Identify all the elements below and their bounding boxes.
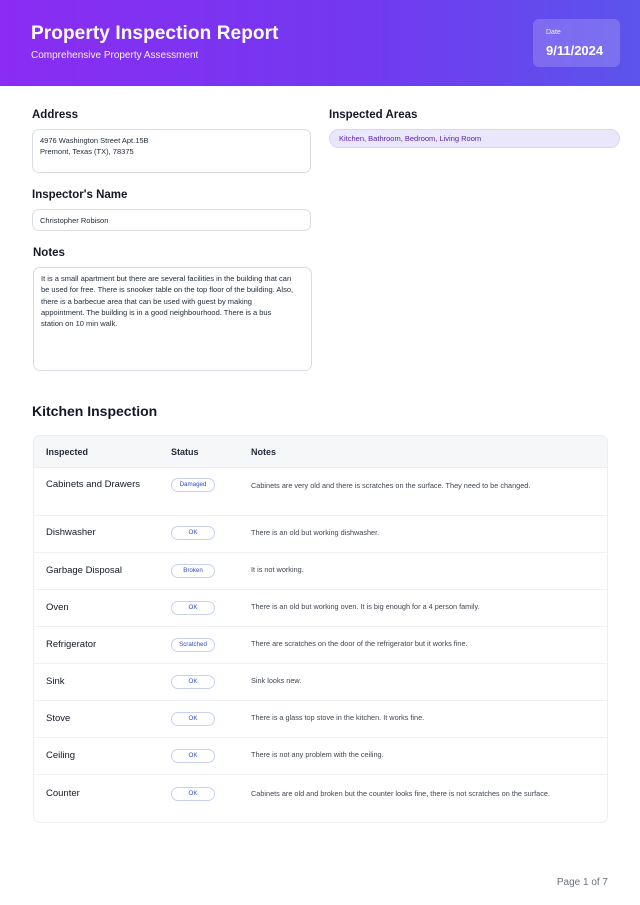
report-header xyxy=(0,0,640,86)
page-number: Page 1 of 7 xyxy=(556,877,608,888)
status-badge: OK xyxy=(171,526,215,540)
date-box xyxy=(533,19,620,67)
address-label: Address xyxy=(32,109,79,121)
status-badge: OK xyxy=(171,601,215,615)
status-badge: OK xyxy=(171,749,215,763)
row-item: Dishwasher xyxy=(46,527,96,538)
row-note: Cabinets are very old and there is scratches on the surface. They need to be changed. xyxy=(251,481,531,490)
column-header-inspected: Inspected xyxy=(46,447,89,457)
status-badge: Broken xyxy=(171,564,215,578)
status-badge: Damaged xyxy=(171,478,215,492)
kitchen-inspection-table xyxy=(33,435,608,823)
inspector-name-field[interactable]: Christopher Robison xyxy=(32,209,311,231)
table-row xyxy=(34,468,607,516)
column-header-status: Status xyxy=(171,447,199,457)
column-header-notes: Notes xyxy=(251,447,277,457)
row-note: There is a glass top stove in the kitchen. It works fine. xyxy=(251,713,425,722)
row-note: Sink looks new. xyxy=(251,676,302,685)
row-item: Sink xyxy=(46,676,65,687)
address-field[interactable] xyxy=(32,129,311,173)
status-badge: OK xyxy=(171,787,215,801)
status-badge: OK xyxy=(171,712,215,726)
row-note: There is not any problem with the ceiling. xyxy=(251,750,384,759)
table-header xyxy=(34,436,607,468)
table-row xyxy=(34,738,607,775)
row-item: Garbage Disposal xyxy=(46,565,123,576)
report-title: Property Inspection Report xyxy=(31,23,279,44)
row-item: Ceiling xyxy=(46,750,76,761)
row-item: Counter xyxy=(46,788,80,799)
status-badge: Scratched xyxy=(171,638,215,652)
inspector-name-label: Inspector's Name xyxy=(32,189,128,201)
row-note: There is an old but working dishwasher. xyxy=(251,528,380,537)
date-value: 9/11/2024 xyxy=(546,43,604,58)
row-note: It is not working. xyxy=(251,565,304,574)
inspected-areas-value: Kitchen, Bathroom, Bedroom, Living Room xyxy=(329,129,620,148)
table-row xyxy=(34,590,607,627)
row-item: Refrigerator xyxy=(46,639,97,650)
table-row xyxy=(34,627,607,664)
row-note: There are scratches on the door of the refrigerator but it works fine. xyxy=(251,639,468,648)
table-row xyxy=(34,775,607,823)
table-row xyxy=(34,516,607,553)
table-row xyxy=(34,701,607,738)
notes-label: Notes xyxy=(33,247,65,259)
row-item: Oven xyxy=(46,602,69,613)
table-row xyxy=(34,553,607,590)
report-subtitle: Comprehensive Property Assessment xyxy=(31,50,199,61)
status-badge: OK xyxy=(171,675,215,689)
table-row xyxy=(34,664,607,701)
kitchen-inspection-title: Kitchen Inspection xyxy=(32,403,158,419)
notes-field[interactable]: It is a small apartment but there are several facilities in the building that can be used for free. There is snooker table on the top floor of the building. Also, there is a barbecue area that can be used with guest by making appointment. The building is in a good neighbourhood. There is a bus station on 10 min walk. xyxy=(33,267,312,371)
row-item: Cabinets and Drawers xyxy=(46,479,140,490)
inspected-areas-label: Inspected Areas xyxy=(329,109,418,121)
address-line1: 4976 Washington Street Apt.15B xyxy=(40,136,149,145)
row-item: Stove xyxy=(46,713,71,724)
row-note: There is an old but working oven. It is big enough for a 4 person family. xyxy=(251,602,480,611)
row-note: Cabinets are old and broken but the counter looks fine, there is not scratches on the surface. xyxy=(251,789,550,798)
date-label: Date xyxy=(546,29,561,36)
address-line2: Premont, Texas (TX), 78375 xyxy=(40,147,134,157)
